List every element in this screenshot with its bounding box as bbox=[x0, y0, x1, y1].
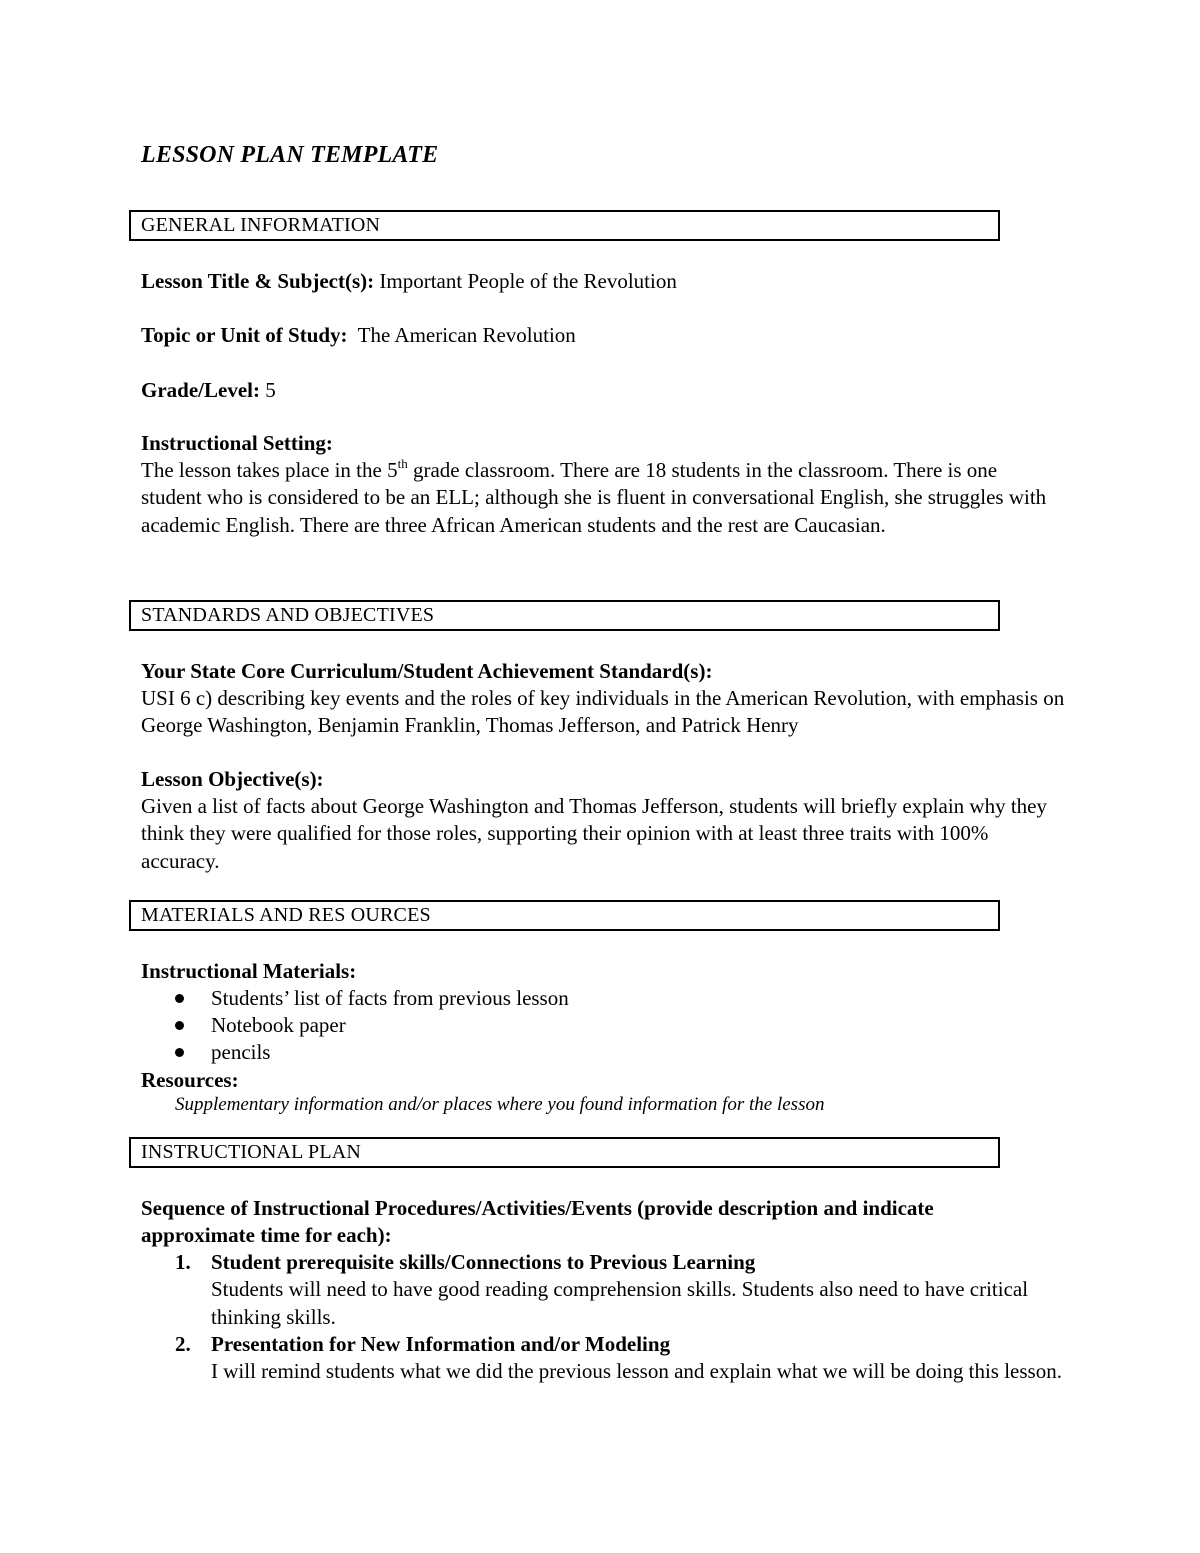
standard-label: Your State Core Curriculum/Student Achievement Standard(s): bbox=[141, 659, 713, 683]
step-heading: Presentation for New Information and/or Modeling bbox=[211, 1332, 671, 1356]
lesson-title-value: Important People of the Revolution bbox=[379, 269, 677, 293]
sequence-label: Sequence of Instructional Procedures/Activities/Events (provide description and indicate approximate time for each): bbox=[141, 1196, 934, 1248]
section-title-general: GENERAL INFORMATION bbox=[141, 214, 381, 236]
list-item bbox=[141, 1012, 569, 1039]
setting-label: Instructional Setting: bbox=[141, 431, 333, 455]
section-header-plan bbox=[129, 1137, 1000, 1168]
grade-value: 5 bbox=[265, 378, 276, 402]
bullet-icon bbox=[175, 994, 184, 1003]
topic-row bbox=[141, 322, 576, 349]
topic-label: Topic or Unit of Study: bbox=[141, 323, 348, 347]
step-heading: Student prerequisite skills/Connections to Previous Learning bbox=[211, 1250, 756, 1274]
section-header-standards bbox=[129, 600, 1000, 631]
bullet-icon bbox=[175, 1021, 184, 1030]
lesson-title-label: Lesson Title & Subject(s): bbox=[141, 269, 375, 293]
instructional-materials-label: Instructional Materials: bbox=[141, 959, 357, 983]
bullet-icon bbox=[175, 1048, 184, 1057]
step-number: 2. bbox=[175, 1332, 191, 1356]
grade-row bbox=[141, 377, 276, 404]
grade-label: Grade/Level: bbox=[141, 378, 260, 402]
section-header-general bbox=[129, 210, 1000, 241]
step-number: 1. bbox=[175, 1250, 191, 1274]
setting-text-pre: The lesson takes place in the 5 bbox=[141, 458, 398, 482]
step-text: I will remind students what we did the previous lesson and explain what we will be doing this lesson. bbox=[211, 1359, 1062, 1384]
standard-text: USI 6 c) describing key events and the roles of key individuals in the American Revolution, with emphasis on George Washington, Benjamin Franklin, Thomas Jefferson, and Patrick Henry bbox=[141, 686, 1065, 738]
resources-text: Supplementary information and/or places where you found information for the lesson bbox=[175, 1094, 825, 1115]
lesson-title-row bbox=[141, 268, 677, 295]
list-item bbox=[141, 985, 569, 1012]
section-title-materials: MATERIALS AND RES OURCES bbox=[141, 904, 431, 926]
materials-list bbox=[141, 985, 569, 1066]
list-item-text: Students’ list of facts from previous lesson bbox=[211, 986, 569, 1010]
objective-label: Lesson Objective(s): bbox=[141, 767, 324, 791]
setting-text-sup: th bbox=[397, 456, 408, 471]
topic-value: The American Revolution bbox=[357, 323, 576, 347]
resources-label: Resources: bbox=[141, 1068, 239, 1092]
section-title-standards: STANDARDS AND OBJECTIVES bbox=[141, 604, 435, 626]
section-title-plan: INSTRUCTIONAL PLAN bbox=[141, 1141, 362, 1163]
objective-text: Given a list of facts about George Washington and Thomas Jefferson, students will briefly explain why they think they were qualified for those roles, supporting their opinion with at least three traits with 100% accuracy. bbox=[141, 794, 1047, 873]
section-header-materials bbox=[129, 900, 1000, 931]
setting-text bbox=[141, 457, 1056, 539]
document-title: LESSON PLAN TEMPLATE bbox=[141, 142, 439, 168]
plan-step-2 bbox=[141, 1331, 1071, 1386]
list-item bbox=[141, 1039, 569, 1066]
list-item-text: pencils bbox=[211, 1040, 271, 1064]
list-item-text: Notebook paper bbox=[211, 1013, 346, 1037]
plan-step-1 bbox=[141, 1249, 1071, 1331]
setting-text-post: grade classroom. There are 18 students in the classroom. There is one student who is considered to be an ELL; although she is fluent in conversational English, she struggles with academic English. There are three African American students and the rest are Caucasian. bbox=[141, 458, 1047, 537]
step-text: Students will need to have good reading comprehension skills. Students also need to have critical thinking skills. bbox=[211, 1277, 1029, 1329]
